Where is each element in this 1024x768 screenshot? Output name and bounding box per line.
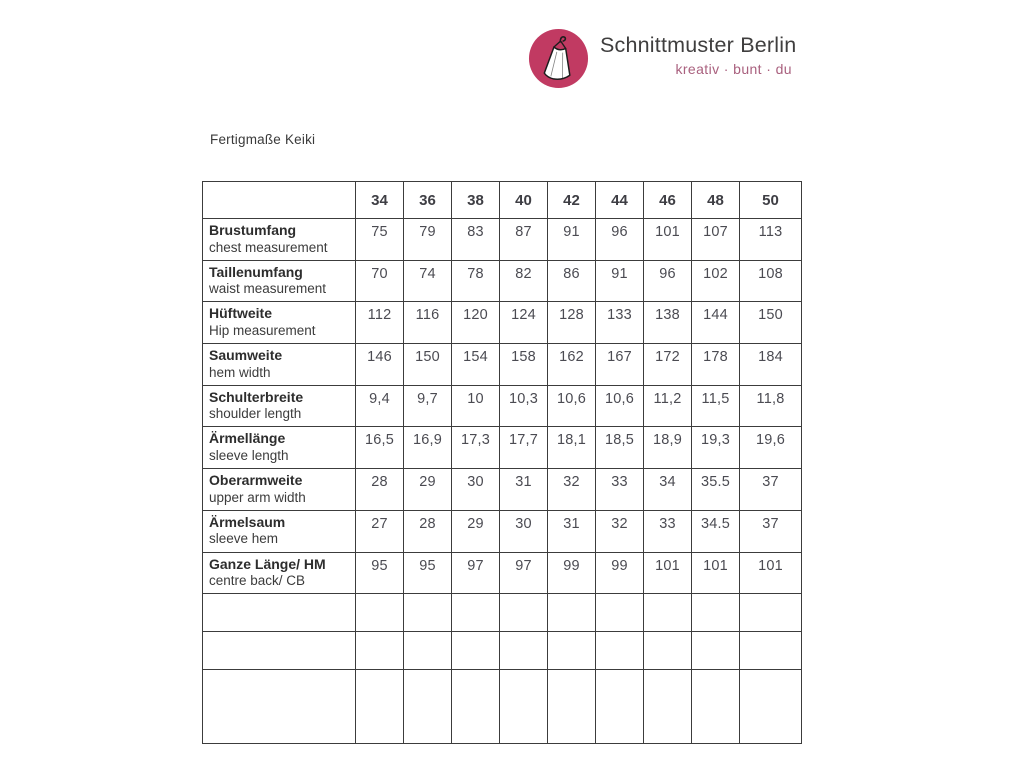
value-cell-size-38: 78 [452,260,500,302]
row-label-en: centre back/ CB [209,573,306,588]
value-cell-size-48: 34.5 [692,510,740,552]
value-cell-size-44: 133 [596,302,644,344]
size-header-38: 38 [452,182,500,219]
value-cell-size-42: 162 [548,344,596,386]
value-cell-size-36: 29 [404,469,452,511]
empty-cell [596,594,644,632]
empty-cell [356,632,404,670]
value-cell-size-50: 150 [740,302,802,344]
row-label [203,344,356,386]
value-cell-size-48: 102 [692,260,740,302]
corner-cell [203,182,356,219]
brand-name: Schnittmuster Berlin [600,33,797,57]
row-label-en: Hip measurement [209,322,316,338]
value-cell-size-48: 11,5 [692,385,740,427]
value-cell-size-38: 10 [452,385,500,427]
size-table [202,181,802,744]
row-label [203,469,356,511]
value-cell-size-40: 10,3 [500,385,548,427]
empty-cell [740,594,802,632]
row-label [203,552,356,594]
value-cell-size-50: 11,8 [740,385,802,427]
empty-cell [404,594,452,632]
value-cell-size-36: 79 [404,219,452,261]
empty-cell [644,632,692,670]
measurement-row [203,427,802,469]
value-cell-size-42: 32 [548,469,596,511]
value-cell-size-50: 108 [740,260,802,302]
value-cell-size-40: 17,7 [500,427,548,469]
empty-cell [500,594,548,632]
row-label [203,510,356,552]
empty-row [203,670,802,744]
empty-cell [203,670,356,744]
measurement-row [203,385,802,427]
value-cell-size-34: 9,4 [356,385,404,427]
row-label-en: waist measurement [209,281,327,297]
empty-cell [692,594,740,632]
measurement-row [203,469,802,511]
value-cell-size-48: 144 [692,302,740,344]
row-label-en: shoulder length [209,406,302,422]
value-cell-size-46: 138 [644,302,692,344]
measurement-row [203,510,802,552]
measurement-row [203,260,802,302]
value-cell-size-34: 75 [356,219,404,261]
empty-cell [644,670,692,744]
row-label [203,219,356,261]
value-cell-size-44: 32 [596,510,644,552]
row-label-de: Schulterbreite [209,388,304,405]
empty-cell [644,594,692,632]
value-cell-size-44: 99 [596,552,644,594]
value-cell-size-44: 96 [596,219,644,261]
row-label-en: sleeve length [209,447,289,463]
value-cell-size-34: 112 [356,302,404,344]
measurement-row [203,344,802,386]
row-label-de: Hüftweite [209,305,272,322]
value-cell-size-40: 82 [500,260,548,302]
value-cell-size-50: 113 [740,219,802,261]
row-label [203,260,356,302]
row-label-de: Oberarmweite [209,472,303,489]
row-label-en: sleeve hem [209,531,279,547]
value-cell-size-46: 33 [644,510,692,552]
row-label-en: hem width [209,364,271,380]
value-cell-size-40: 30 [500,510,548,552]
empty-cell [548,670,596,744]
value-cell-size-36: 74 [404,260,452,302]
size-header-48: 48 [692,182,740,219]
value-cell-size-38: 120 [452,302,500,344]
empty-cell [596,670,644,744]
value-cell-size-46: 101 [644,552,692,594]
empty-cell [548,632,596,670]
value-cell-size-48: 178 [692,344,740,386]
empty-cell [404,632,452,670]
value-cell-size-40: 158 [500,344,548,386]
value-cell-size-50: 37 [740,510,802,552]
value-cell-size-42: 86 [548,260,596,302]
page-title: Fertigmaße Keiki [210,132,316,147]
value-cell-size-34: 16,5 [356,427,404,469]
dress-on-hanger-icon [527,27,590,90]
value-cell-size-34: 28 [356,469,404,511]
value-cell-size-34: 70 [356,260,404,302]
value-cell-size-42: 91 [548,219,596,261]
size-header-40: 40 [500,182,548,219]
row-label-de: Saumweite [209,347,283,364]
row-label [203,302,356,344]
size-header-50: 50 [740,182,802,219]
value-cell-size-50: 37 [740,469,802,511]
value-cell-size-34: 95 [356,552,404,594]
value-cell-size-44: 33 [596,469,644,511]
size-header-row [203,182,802,219]
empty-cell [203,594,356,632]
size-header-36: 36 [404,182,452,219]
empty-cell [740,632,802,670]
row-label-de: Brustumfang [209,222,297,238]
value-cell-size-46: 101 [644,219,692,261]
empty-row [203,594,802,632]
value-cell-size-50: 101 [740,552,802,594]
value-cell-size-40: 31 [500,469,548,511]
value-cell-size-48: 101 [692,552,740,594]
value-cell-size-42: 99 [548,552,596,594]
value-cell-size-48: 35.5 [692,469,740,511]
value-cell-size-46: 172 [644,344,692,386]
empty-cell [500,632,548,670]
value-cell-size-50: 19,6 [740,427,802,469]
size-header-46: 46 [644,182,692,219]
empty-cell [203,632,356,670]
value-cell-size-46: 18,9 [644,427,692,469]
size-header-34: 34 [356,182,404,219]
empty-cell [548,594,596,632]
value-cell-size-34: 27 [356,510,404,552]
row-label [203,385,356,427]
value-cell-size-44: 167 [596,344,644,386]
value-cell-size-42: 128 [548,302,596,344]
value-cell-size-46: 34 [644,469,692,511]
brand-wordmark [600,27,797,77]
empty-row [203,632,802,670]
empty-cell [692,632,740,670]
value-cell-size-50: 184 [740,344,802,386]
value-cell-size-48: 107 [692,219,740,261]
empty-cell [692,670,740,744]
measurement-row [203,302,802,344]
value-cell-size-40: 124 [500,302,548,344]
value-cell-size-44: 18,5 [596,427,644,469]
row-label-de: Taillenumfang [209,263,303,280]
row-label-de: Ärmellänge [209,430,286,447]
empty-cell [356,594,404,632]
empty-cell [452,594,500,632]
row-label-de: Ganze Länge/ HM [209,555,326,572]
value-cell-size-38: 97 [452,552,500,594]
row-label-en: upper arm width [209,489,306,505]
brand-tagline: kreativ · bunt · du [675,61,792,77]
value-cell-size-44: 91 [596,260,644,302]
value-cell-size-36: 9,7 [404,385,452,427]
measurement-row [203,552,802,594]
row-label-en: chest measurement [209,239,328,255]
measurement-row [203,219,802,261]
size-header-42: 42 [548,182,596,219]
value-cell-size-46: 11,2 [644,385,692,427]
value-cell-size-40: 87 [500,219,548,261]
value-cell-size-34: 146 [356,344,404,386]
value-cell-size-38: 83 [452,219,500,261]
row-label-de: Ärmelsaum [209,513,286,530]
empty-cell [356,670,404,744]
empty-cell [404,670,452,744]
value-cell-size-38: 17,3 [452,427,500,469]
value-cell-size-36: 16,9 [404,427,452,469]
size-header-44: 44 [596,182,644,219]
value-cell-size-42: 31 [548,510,596,552]
value-cell-size-38: 29 [452,510,500,552]
value-cell-size-36: 116 [404,302,452,344]
value-cell-size-38: 30 [452,469,500,511]
empty-cell [740,670,802,744]
brand-header [527,27,797,90]
value-cell-size-40: 97 [500,552,548,594]
empty-cell [596,632,644,670]
empty-cell [452,632,500,670]
empty-cell [452,670,500,744]
value-cell-size-36: 150 [404,344,452,386]
value-cell-size-42: 10,6 [548,385,596,427]
empty-cell [500,670,548,744]
value-cell-size-42: 18,1 [548,427,596,469]
row-label [203,427,356,469]
value-cell-size-36: 95 [404,552,452,594]
value-cell-size-36: 28 [404,510,452,552]
value-cell-size-38: 154 [452,344,500,386]
value-cell-size-44: 10,6 [596,385,644,427]
value-cell-size-46: 96 [644,260,692,302]
value-cell-size-48: 19,3 [692,427,740,469]
